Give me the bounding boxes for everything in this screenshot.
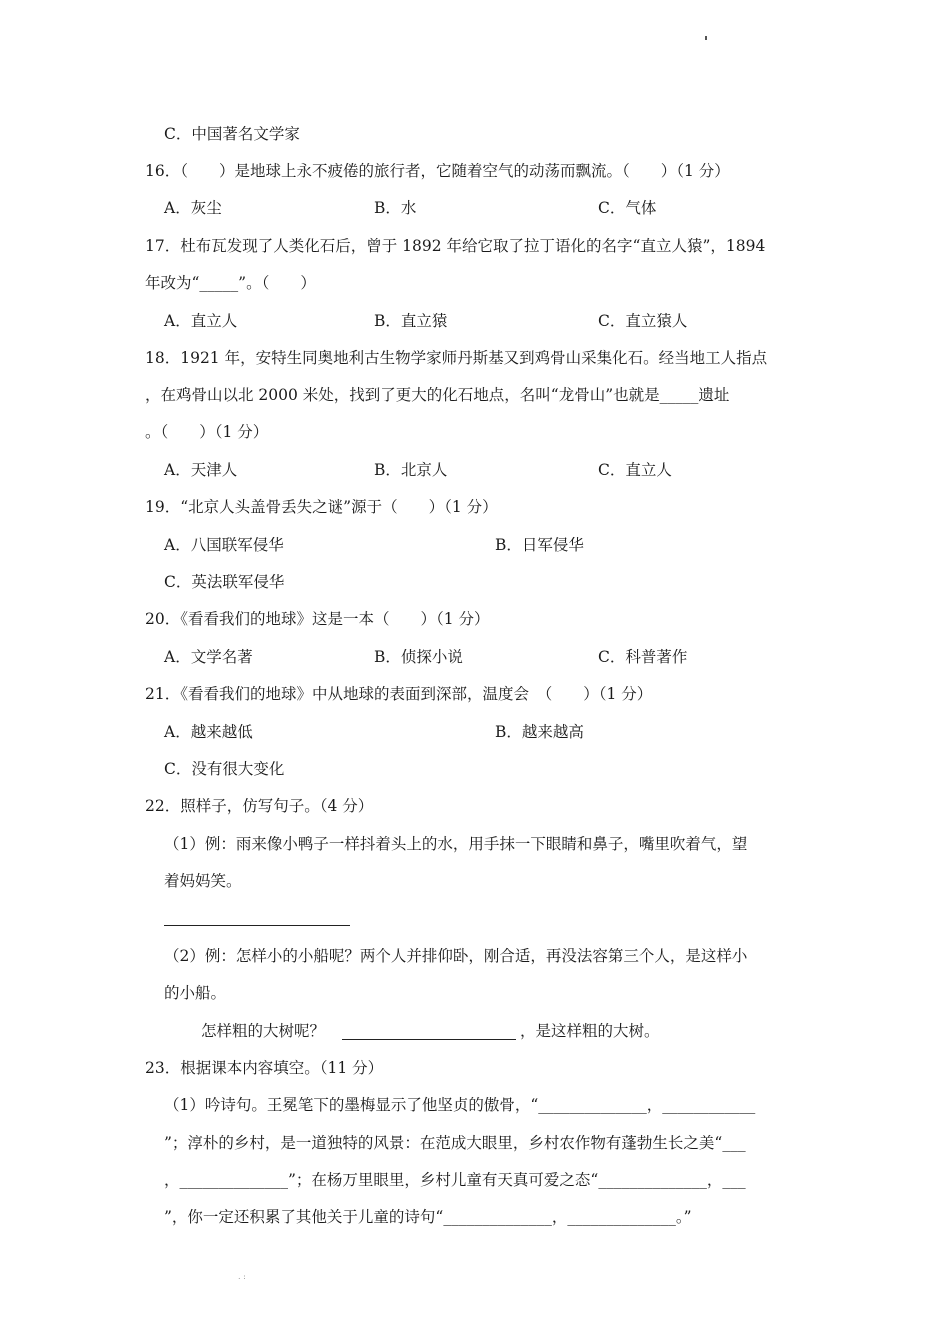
q20-option-c[interactable]: C．科普著作: [598, 648, 688, 666]
q21-stem: 21．《看看我们的地球》中从地球的表面到深部，温度会 （ ）（1 分）: [145, 685, 653, 703]
q22-part2-answer-line[interactable]: [342, 1039, 516, 1040]
q22-part2-prompt: 怎样粗的大树呢？: [201, 1022, 326, 1040]
page-mark: [705, 36, 707, 40]
q17-stem-line2: 年改为“_____”。（ ）: [145, 274, 316, 292]
q17-stem-line1: 17．杜布瓦发现了人类化石后，曾于 1892 年给它取了拉丁语化的名字“直立人猿”，1894: [145, 237, 766, 255]
q18-option-a[interactable]: A．天津人: [164, 461, 238, 479]
q22-part2-suffix: ，是这样粗的大树。: [520, 1022, 660, 1040]
q23-stem: 23．根据课本内容填空。（11 分）: [145, 1059, 384, 1077]
q22-part2-line2: 的小船。: [164, 984, 227, 1002]
q23-line3: ，______________”；在杨万里眼里，乡村儿童有天真可爱之态“______________，___: [164, 1171, 746, 1189]
q18-option-c[interactable]: C．直立人: [598, 461, 672, 479]
q16-option-b[interactable]: B．水: [374, 199, 417, 217]
q18-option-b[interactable]: B．北京人: [374, 461, 448, 479]
q20-option-b[interactable]: B．侦探小说: [374, 648, 463, 666]
q16-option-c[interactable]: C．气体: [598, 199, 657, 217]
q22-part1-line2: 着妈妈笑。: [164, 872, 242, 890]
q22-part1-line1: （1）例：雨来像小鸭子一样抖着头上的水，用手抹一下眼睛和鼻子，嘴里吹着气，望: [164, 835, 748, 853]
q15-option-c: C．中国著名文学家: [164, 125, 300, 143]
footer-dots: . :: [238, 1272, 246, 1281]
q19-option-c[interactable]: C．英法联军侵华: [164, 573, 285, 591]
q21-option-b[interactable]: B．越来越高: [495, 723, 584, 741]
q22-stem: 22．照样子，仿写句子。（4 分）: [145, 797, 374, 815]
q18-stem-line1: 18．1921 年，安特生同奥地利古生物学家师丹斯基又到鸡骨山采集化石。经当地工人指点: [145, 349, 768, 367]
q23-line1: （1）吟诗句。王冕笔下的墨梅显示了他坚贞的傲骨，“______________，____________: [164, 1096, 756, 1114]
q23-line2: ”；淳朴的乡村，是一道独特的风景：在范成大眼里，乡村农作物有蓬勃生长之美“___: [164, 1134, 746, 1152]
q16-stem: 16．（ ）是地球上永不疲倦的旅行者，它随着空气的动荡而飘流。（ ）（1 分）: [145, 162, 730, 180]
q22-part1-answer-line[interactable]: [164, 925, 350, 926]
q17-option-c[interactable]: C．直立猿人: [598, 312, 688, 330]
q18-stem-line2: ，在鸡骨山以北 2000 米处，找到了更大的化石地点，名叫“龙骨山”也就是_____遗址: [145, 386, 730, 404]
q23-line4: ”，你一定还积累了其他关于儿童的诗句“______________，______________。”: [164, 1208, 692, 1226]
q21-option-c[interactable]: C．没有很大变化: [164, 760, 285, 778]
q20-option-a[interactable]: A．文学名著: [164, 648, 253, 666]
q19-stem: 19．“北京人头盖骨丢失之谜”源于（ ）（1 分）: [145, 498, 498, 516]
q18-stem-line3: 。（ ）（1 分）: [145, 423, 269, 441]
q22-part2-line1: （2）例：怎样小的小船呢？两个人并排仰卧，刚合适，再没法容第三个人，是这样小: [164, 947, 748, 965]
q16-option-a[interactable]: A．灰尘: [164, 199, 222, 217]
q17-option-a[interactable]: A．直立人: [164, 312, 238, 330]
q21-option-a[interactable]: A．越来越低: [164, 723, 253, 741]
q19-option-a[interactable]: A．八国联军侵华: [164, 536, 284, 554]
q20-stem: 20．《看看我们的地球》这是一本（ ）（1 分）: [145, 610, 490, 628]
q19-option-b[interactable]: B．日军侵华: [495, 536, 584, 554]
q17-option-b[interactable]: B．直立猿: [374, 312, 448, 330]
